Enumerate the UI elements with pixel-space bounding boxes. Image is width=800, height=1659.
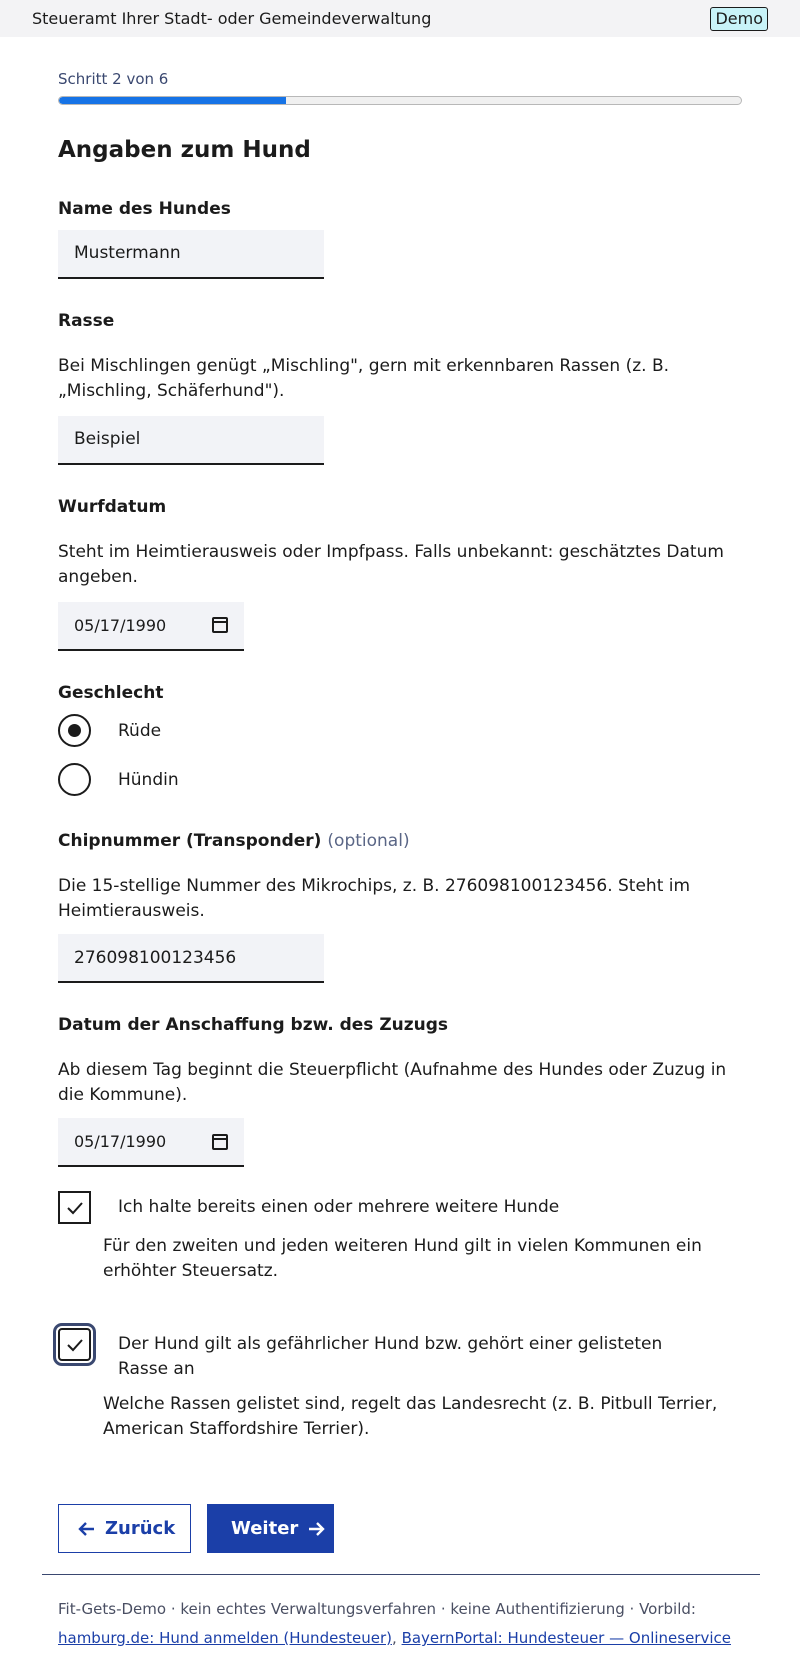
top-bar — [0, 0, 800, 37]
acquisition-date-label: Datum der Anschaffung bzw. des Zuzugs — [58, 1015, 449, 1036]
radio-male[interactable] — [58, 714, 91, 747]
footer-link-bayernportal[interactable]: BayernPortal: Hundesteuer — Onlineservice — [401, 1629, 731, 1647]
more-dogs-label: Ich halte bereits einen oder mehrere weitere Hunde — [118, 1197, 560, 1218]
acquisition-date-hint: Ab diesem Tag beginnt die Steuerpflicht (Aufnahme des Hundes oder Zuzug in die Kommune). — [58, 1060, 727, 1106]
dog-name-input[interactable] — [58, 230, 324, 279]
dangerous-dog-hint: Welche Rassen gelistet sind, regelt das Landesrecht (z. B. Pitbull Terrier, American Staffordshire Terrier). — [103, 1394, 718, 1440]
sex-label: Geschlecht — [58, 682, 164, 703]
footer-divider — [42, 1574, 760, 1575]
page-title: Angaben zum Hund — [58, 137, 311, 163]
more-dogs-option[interactable] — [58, 1191, 742, 1224]
acquisition-date-input[interactable] — [58, 1118, 244, 1167]
birth-date-value: 05/17/1990 — [74, 615, 167, 635]
birth-date-input[interactable] — [58, 602, 244, 651]
chip-hint: Die 15-stellige Nummer des Mikrochips, z. B. 276098100123456. Steht im Heimtierausweis. — [58, 876, 691, 922]
radio-option-female[interactable] — [58, 763, 742, 797]
optional-marker: (optional) — [327, 830, 410, 851]
footer-link-hamburg[interactable]: hamburg.de: Hund anmelden (Hundesteuer) — [58, 1629, 392, 1647]
footer-text: Fit-Gets-Demo · kein echtes Verwaltungsverfahren · keine Authentifizierung · Vorbild: — [58, 1600, 696, 1618]
next-button[interactable] — [207, 1504, 334, 1553]
arrow-left-icon — [77, 1521, 95, 1537]
back-button-label: Zurück — [105, 1518, 176, 1540]
breed-label: Rasse — [58, 310, 115, 331]
chip-number-input[interactable] — [58, 934, 324, 983]
more-dogs-checkbox[interactable] — [58, 1191, 91, 1224]
birth-date-label: Wurfdatum — [58, 496, 167, 517]
breed-input[interactable] — [58, 416, 324, 465]
progress-bar — [58, 96, 742, 105]
form-main — [0, 70, 800, 1553]
radio-female-label: Hündin — [118, 769, 179, 790]
footer-links — [58, 1624, 758, 1653]
dangerous-dog-option[interactable] — [58, 1328, 742, 1382]
button-row — [58, 1504, 742, 1553]
dangerous-dog-checkbox[interactable] — [58, 1328, 91, 1361]
authority-title: Steueramt Ihrer Stadt- oder Gemeindeverwaltung — [32, 9, 432, 28]
footer — [58, 1595, 758, 1653]
arrow-right-icon — [308, 1521, 326, 1537]
more-dogs-hint: Für den zweiten und jeden weiteren Hund gilt in vielen Kommunen ein erhöhter Steuersatz. — [103, 1236, 702, 1282]
chip-label-text: Chipnummer (Transponder) — [58, 830, 322, 851]
footer-separator: , — [392, 1629, 397, 1647]
acquisition-date-value: 05/17/1990 — [74, 1132, 167, 1152]
radio-option-male[interactable] — [58, 714, 742, 748]
calendar-icon[interactable] — [212, 617, 228, 633]
breed-hint: Bei Mischlingen genügt „Mischling", gern mit erkennbaren Rassen (z. B. „Mischling, Schäferhund"). — [58, 355, 670, 401]
progress-bar-fill — [59, 97, 286, 104]
dangerous-dog-label: Der Hund gilt als gefährlicher Hund bzw. gehört einer gelisteten Rasse an — [118, 1334, 663, 1380]
next-button-label: Weiter — [231, 1518, 299, 1540]
checkmark-icon — [66, 1201, 84, 1215]
birth-date-hint: Steht im Heimtierausweis oder Impfpass. Falls unbekannt: geschätztes Datum angeben. — [58, 541, 724, 587]
demo-badge: Demo — [710, 7, 768, 31]
calendar-icon[interactable] — [212, 1134, 228, 1150]
radio-male-label: Rüde — [118, 720, 162, 741]
back-button[interactable] — [58, 1504, 191, 1553]
radio-selected-dot — [68, 724, 81, 737]
name-label: Name des Hundes — [58, 198, 231, 219]
radio-female[interactable] — [58, 763, 91, 796]
checkmark-icon — [66, 1338, 84, 1352]
step-indicator: Schritt 2 von 6 — [58, 70, 169, 88]
chip-label — [58, 830, 742, 852]
